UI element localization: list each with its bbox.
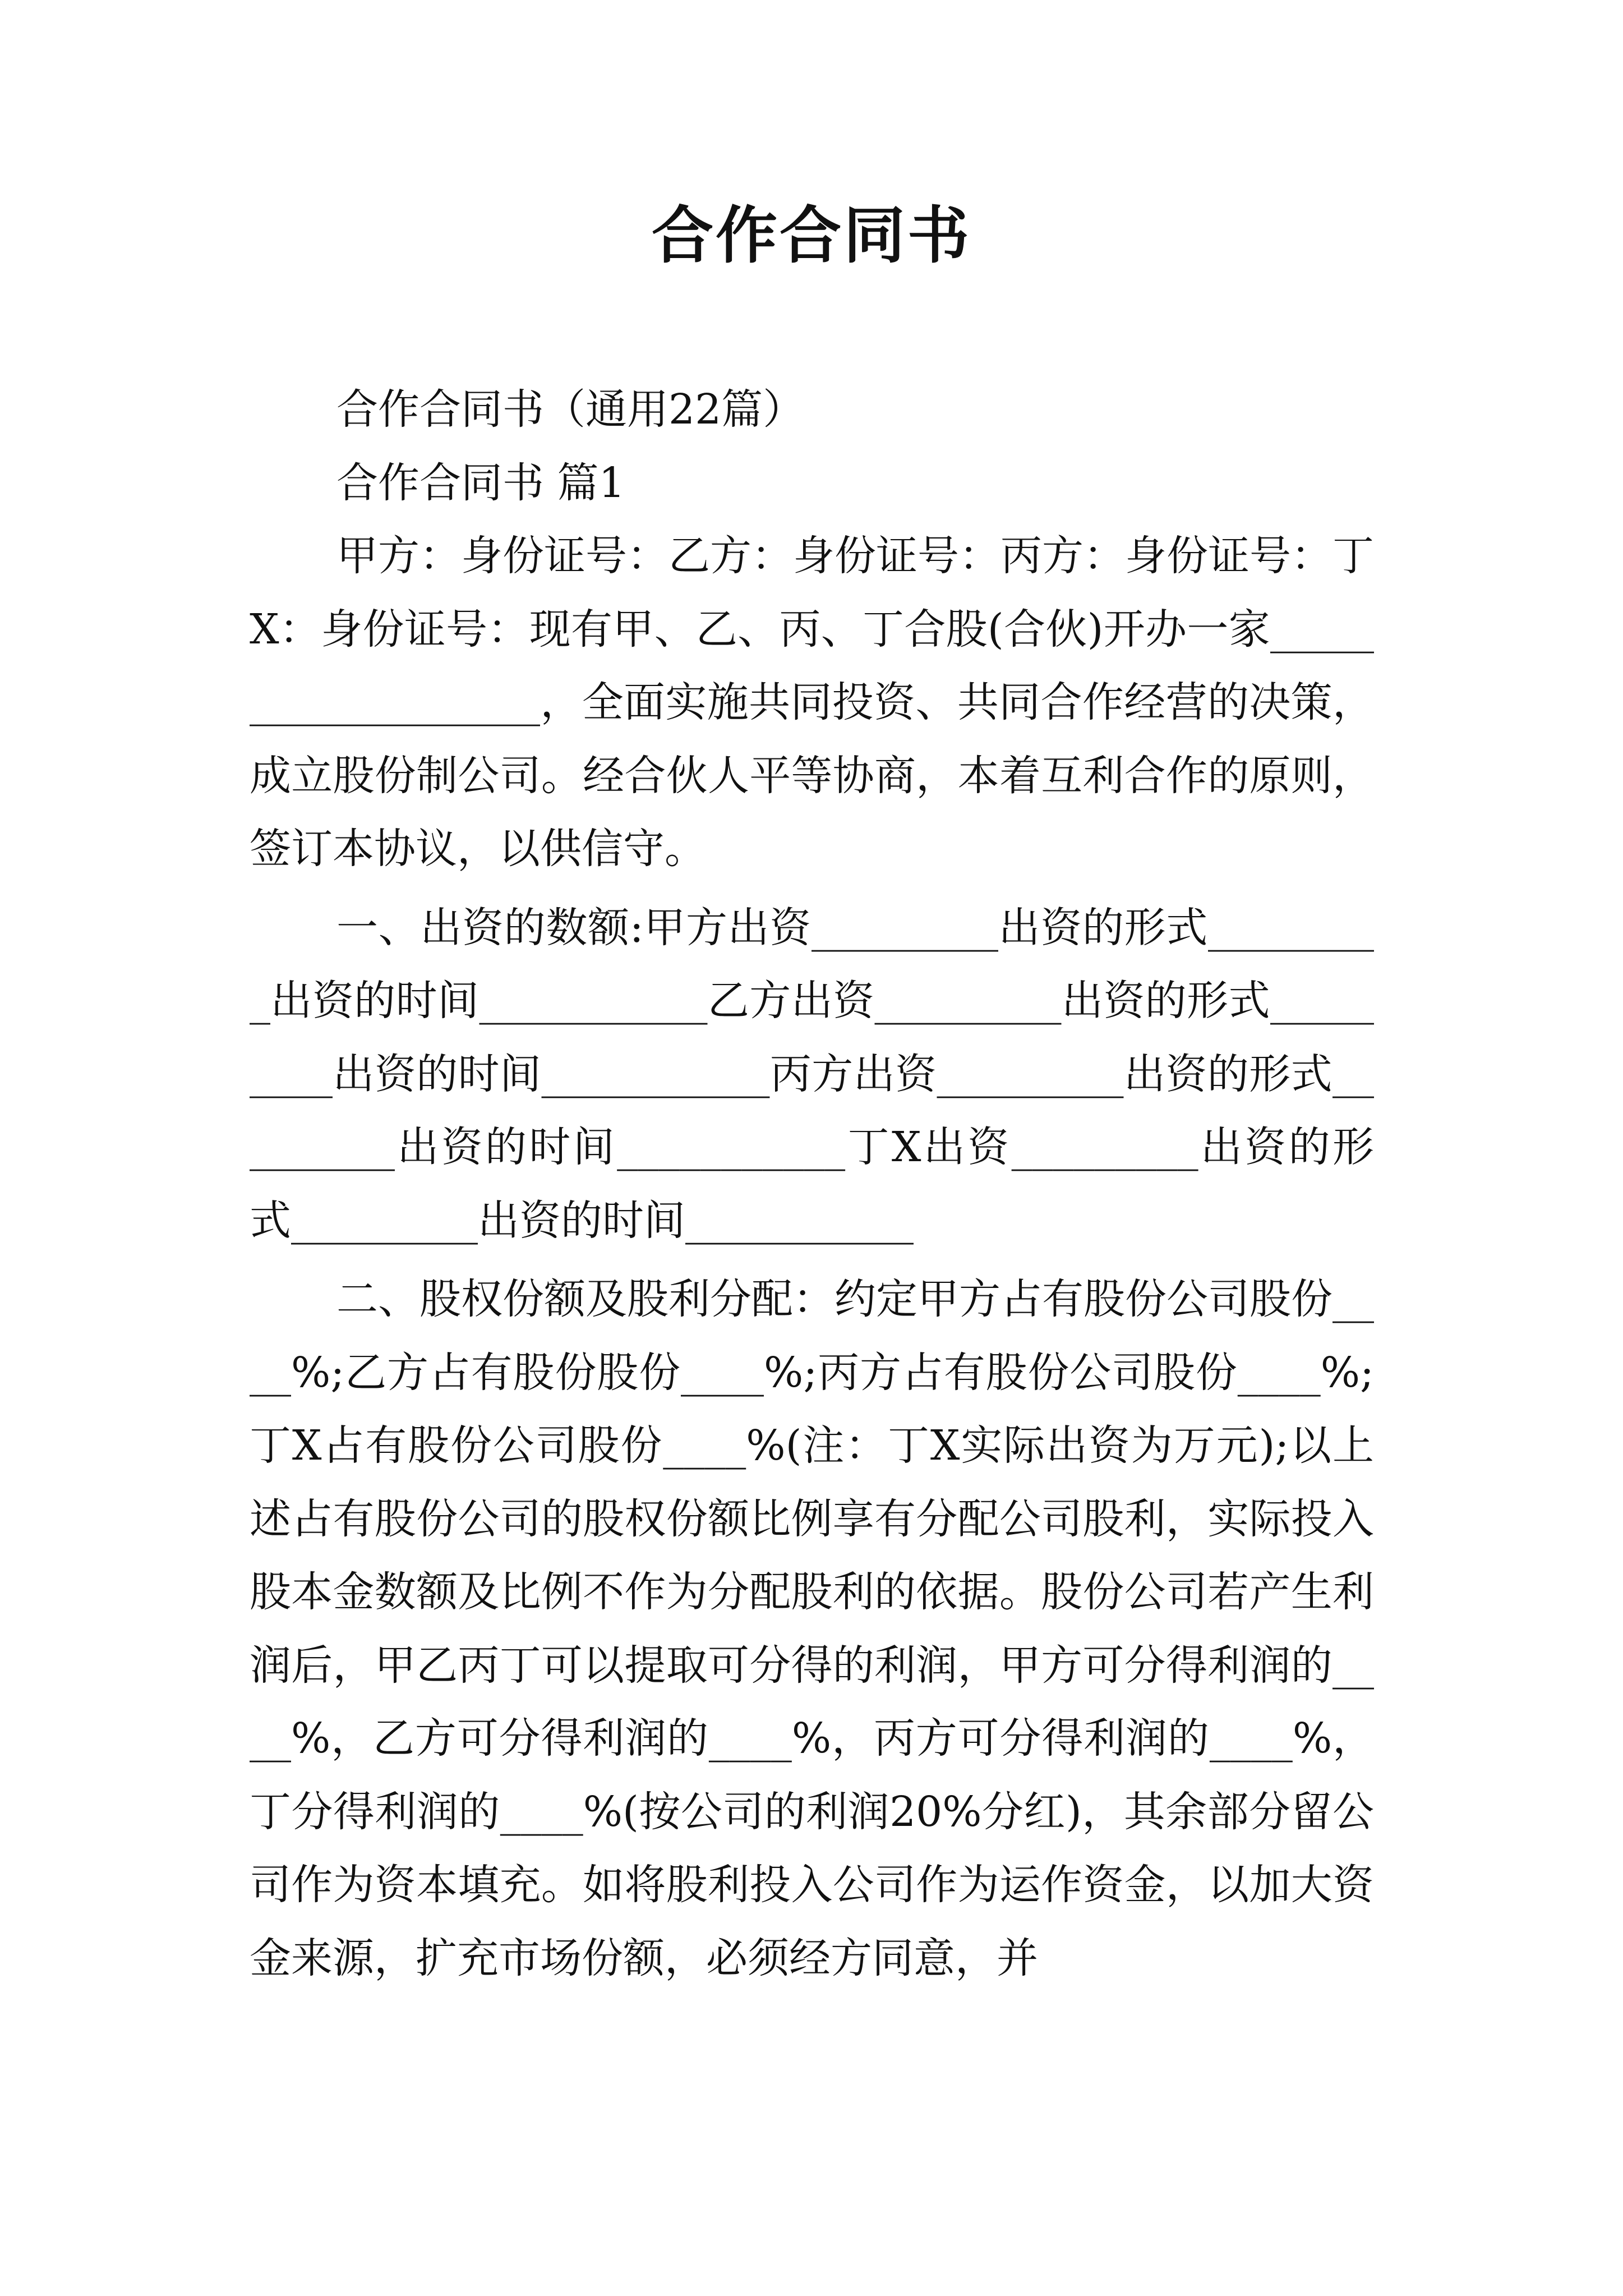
document-body [250, 373, 1374, 1995]
paragraph-equity-dividends: 二、股权份额及股利分配：约定甲方占有股份公司股份____%;乙方占有股份股份____%;丙方占有股份公司股份____%;丁X占有股份公司股份____%(注：丁X实际出资为万元);以上述占有股份公司的股权份额比例享有分配公司股利，实际投入股本金数额及比例不作为分配股利的依据。股份公司若产生利润后，甲乙丙丁可以提取可分得的利润，甲方可分得利润的____%，乙方可分得利润的____%，丙方可分得利润的____%，丁分得利润的____%(按公司的利润20%分红)，其余部分留公司作为资本填充。如将股利投入公司作为运作资金，以加大资金来源，扩充市场份额，必须经方同意，并 [250, 1275, 1374, 1982]
document-subtitle: 合作合同书（通用22篇） [336, 385, 805, 434]
paragraph-capital-contribution: 一、出资的数额:甲方出资_________出资的形式_________出资的时间___________乙方出资_________出资的形式_________出资的时间___________丙方出资_________出资的形式_________出资的时间___________丁X出资_________出资的形式_________出资的时间___________ [250, 903, 1374, 1245]
section-heading: 合作合同书 篇1 [336, 458, 625, 507]
document-title: 合作合同书 [652, 199, 971, 272]
paragraph-parties: 甲方：身份证号：乙方：身份证号：丙方：身份证号：丁X：身份证号：现有甲、乙、丙、丁合股(合伙)开办一家___________________，全面实施共同投资、共同合作经营的决策，成立股份制公司。经合伙人平等协商，本着互利合作的原则，签订本协议，以供信守。 [250, 532, 1374, 873]
